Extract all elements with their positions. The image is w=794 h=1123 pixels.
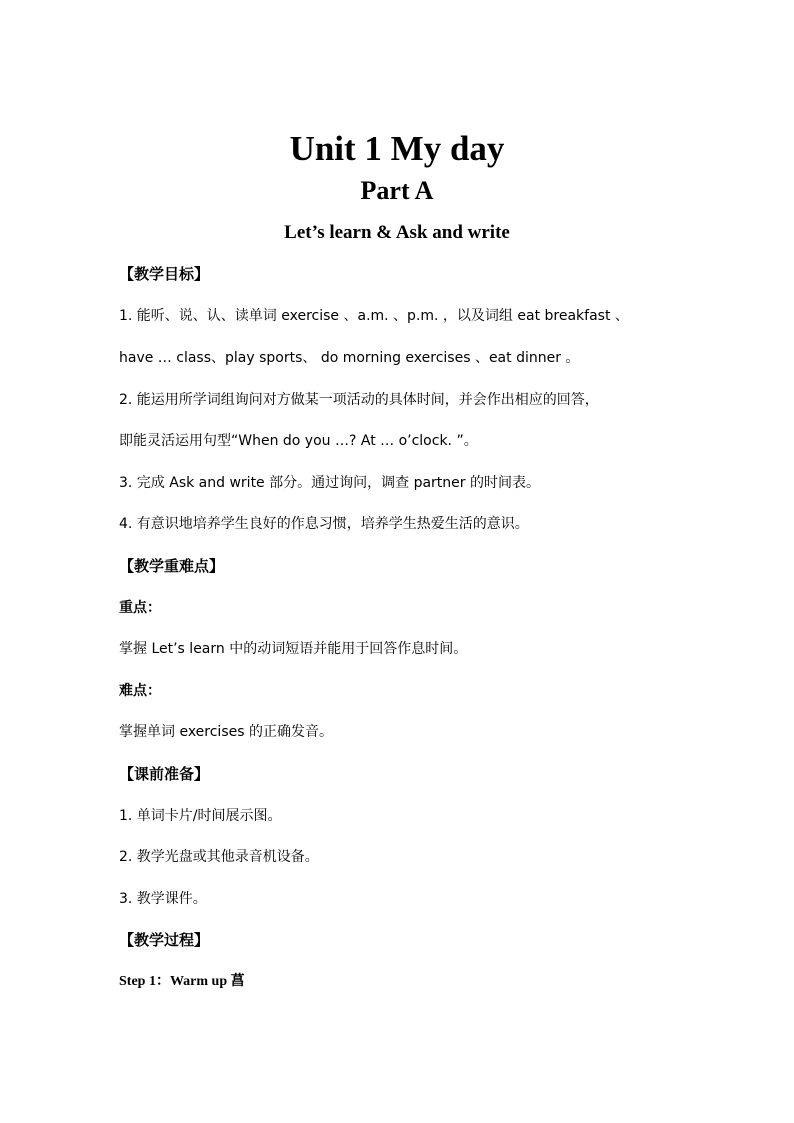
key-points-heading: 【教学重难点】 xyxy=(119,557,225,575)
process-heading: 【教学过程】 xyxy=(119,931,210,949)
document-subtitle: Part A xyxy=(360,176,434,205)
objective-4: 4. 有意识地培养学生良好的作息习惯，培养学生热爱生活的意识。 xyxy=(119,516,529,532)
focus-label: 重点： xyxy=(119,600,161,616)
objective-2-line-1: 2. 能运用所学词组询问对方做某一项活动的具体时间，并会作出相应的回答， xyxy=(119,392,599,408)
objective-1-line-1: 1. 能听、说、认、读单词 exercise 、a.m. 、p.m. ，以及词组 eat breakfast 、 xyxy=(119,308,629,324)
difficulty-label: 难点： xyxy=(119,683,161,699)
document-title: Unit 1 My day xyxy=(289,129,505,168)
objectives-heading: 【教学目标】 xyxy=(119,265,210,283)
preparation-heading: 【课前准备】 xyxy=(119,765,210,783)
preparation-item-1: 1. 单词卡片/时间展示图。 xyxy=(119,808,282,824)
focus-text: 掌握 Let’s learn 中的动词短语并能用于回答作息时间。 xyxy=(119,641,468,657)
preparation-item-3: 3. 教学课件。 xyxy=(119,891,207,907)
section-title: Let’s learn & Ask and write xyxy=(284,222,510,243)
difficulty-text: 掌握单词 exercises 的正确发音。 xyxy=(119,724,333,740)
objective-2-line-2: 即能灵活运用句型“When do you …? At … o’clock. ”。 xyxy=(119,433,478,449)
preparation-item-2: 2. 教学光盘或其他录音机设备。 xyxy=(119,849,319,865)
objective-1-line-2: have … class、play sports、 do morning exercises 、eat dinner 。 xyxy=(119,350,580,366)
objective-3: 3. 完成 Ask and write 部分。通过询问，调查 partner 的时间表。 xyxy=(119,475,540,491)
process-step-1: Step 1：Warm up 菖 xyxy=(119,974,245,989)
